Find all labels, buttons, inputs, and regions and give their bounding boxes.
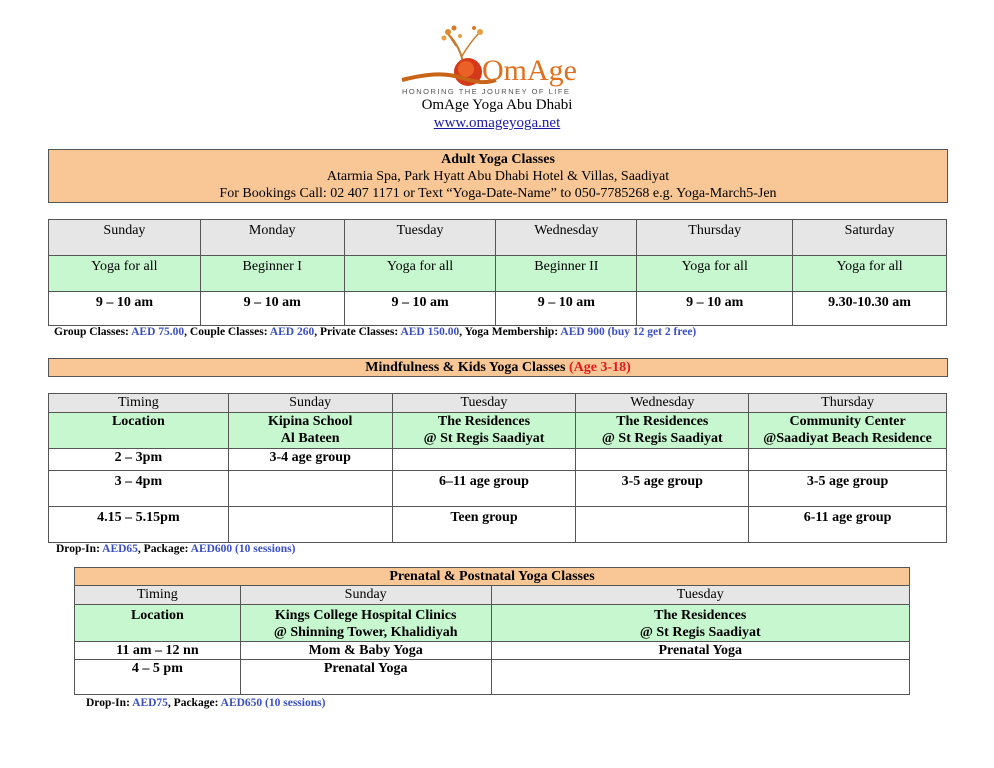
pricing-label: Couple Classes (189, 326, 264, 338)
prenatal-title: Prenatal & Postnatal Yoga Classes (75, 568, 910, 586)
pricing-value: AED 260 (269, 326, 315, 338)
website-link[interactable]: www.omageyoga.net (433, 115, 561, 131)
adult-venue: Atarmia Spa, Park Hyatt Abu Dhabi Hotel & Villas, Saadiyat (326, 169, 670, 184)
class-cell: Yoga for all (637, 256, 793, 292)
location-detail: @ St Regis Saadiyat (423, 431, 545, 446)
session-cell (228, 507, 392, 543)
time-cell: 9 – 10 am (496, 292, 637, 326)
pricing-label: Private Classes (319, 326, 395, 338)
header-cell: Wednesday (576, 394, 749, 413)
time-cell: 9.30-10.30 am (793, 292, 947, 326)
adult-header-box (48, 149, 948, 203)
location-name: The Residences (437, 414, 531, 429)
pricing-value: AED600 (10 sessions) (190, 543, 296, 555)
location-detail: @ St Regis Saadiyat (601, 431, 723, 446)
pricing-label: Yoga Membership (464, 326, 555, 338)
header-cell: Sunday (228, 394, 392, 413)
pricing-label: Drop-In (86, 697, 127, 709)
location-name: Kings College Hospital Clinics (274, 608, 457, 623)
pricing-value: AED65 (102, 543, 138, 555)
table-row (49, 507, 947, 543)
table-row (75, 642, 910, 660)
session-cell (491, 660, 909, 695)
timing-cell: 4 – 5 pm (75, 660, 241, 695)
pricing-value: AED75 (132, 697, 168, 709)
location-detail: Al Bateen (280, 431, 340, 446)
adult-schedule-table (48, 219, 947, 326)
time-cell: 9 – 10 am (49, 292, 201, 326)
session-cell: 3-5 age group (749, 471, 947, 507)
prenatal-schedule-table (74, 567, 910, 695)
session-cell (228, 471, 392, 507)
timing-cell: 2 – 3pm (49, 449, 229, 471)
session-cell (749, 449, 947, 471)
header-cell: Thursday (749, 394, 947, 413)
kids-pricing-note: Drop-In: AED65, Package: AED600 (10 sessions) (56, 543, 296, 555)
omage-logo-icon (396, 22, 592, 98)
location-name: Kipina School (267, 414, 353, 429)
prenatal-header-row (75, 586, 910, 605)
timing-cell: 4.15 – 5.15pm (49, 507, 229, 543)
time-cell: 9 – 10 am (200, 292, 344, 326)
adult-days-row (49, 220, 947, 256)
kids-header-row (49, 394, 947, 413)
session-cell: Prenatal Yoga (240, 660, 491, 695)
session-cell: Prenatal Yoga (491, 642, 909, 660)
logo-tagline: HONORING THE JOURNEY OF LIFE (402, 87, 571, 96)
header-cell: Sunday (240, 586, 491, 605)
kids-title: Mindfulness & Kids Yoga Classes (365, 360, 566, 375)
session-cell (576, 449, 749, 471)
day-cell: Thursday (637, 220, 793, 256)
table-row (49, 449, 947, 471)
adult-title: Adult Yoga Classes (441, 152, 555, 167)
class-cell: Yoga for all (793, 256, 947, 292)
header-cell: Tuesday (392, 394, 576, 413)
session-cell: Mom & Baby Yoga (240, 642, 491, 660)
session-cell: Teen group (392, 507, 576, 543)
day-cell: Tuesday (344, 220, 496, 256)
session-cell: 3-5 age group (576, 471, 749, 507)
timing-cell: 3 – 4pm (49, 471, 229, 507)
location-detail: @ Shinning Tower, Khalidiyah (273, 625, 458, 640)
adult-booking: For Bookings Call: 02 407 1171 or Text “Yoga-Date-Name” to 050-7785268 e.g. Yoga-March5-Jen (219, 186, 777, 201)
location-cell (228, 413, 392, 449)
pricing-value: AED650 (10 sessions) (220, 697, 326, 709)
day-cell: Monday (200, 220, 344, 256)
session-cell: 6–11 age group (392, 471, 576, 507)
logo (396, 22, 592, 98)
location-name: The Residences (616, 414, 709, 429)
time-cell: 9 – 10 am (637, 292, 793, 326)
header-cell: Tuesday (491, 586, 909, 605)
kids-location-row (49, 413, 947, 449)
location-detail: @Saadiyat Beach Residence (763, 431, 932, 446)
location-label: Location (49, 413, 229, 449)
pricing-label: Package (173, 697, 215, 709)
logo-wordmark: OmAge (482, 54, 577, 87)
class-cell: Beginner I (200, 256, 344, 292)
adult-classes-row (49, 256, 947, 292)
day-cell: Wednesday (496, 220, 637, 256)
website-link-wrap (0, 115, 994, 132)
kids-age: (Age 3-18) (568, 360, 631, 375)
header-cell: Timing (49, 394, 229, 413)
location-name: The Residences (654, 608, 747, 623)
adult-pricing-note: Group Classes: AED 75.00, Couple Classes: AED 260, Private Classes: AED 150.00, Yoga Membership: AED 900 (buy 12 get 2 free) (54, 326, 697, 338)
prenatal-pricing-note: Drop-In: AED75, Package: AED650 (10 sessions) (86, 697, 326, 709)
table-row (75, 660, 910, 695)
day-cell: Sunday (49, 220, 201, 256)
time-cell: 9 – 10 am (344, 292, 496, 326)
pricing-value: AED 900 (buy 12 get 2 free) (560, 326, 697, 338)
pricing-label: Package (143, 543, 185, 555)
header-cell: Timing (75, 586, 241, 605)
adult-times-row (49, 292, 947, 326)
session-cell: 6-11 age group (749, 507, 947, 543)
session-cell: 3-4 age group (228, 449, 392, 471)
prenatal-title-row (75, 568, 910, 586)
session-cell (576, 507, 749, 543)
kids-header-box (48, 358, 948, 377)
class-cell: Yoga for all (49, 256, 201, 292)
prenatal-location-row (75, 605, 910, 642)
kids-schedule-table (48, 393, 947, 543)
table-row (49, 471, 947, 507)
location-cell (392, 413, 576, 449)
day-cell: Saturday (793, 220, 947, 256)
class-cell: Yoga for all (344, 256, 496, 292)
location-cell (576, 413, 749, 449)
timing-cell: 11 am – 12 nn (75, 642, 241, 660)
pricing-value: AED 150.00 (400, 326, 460, 338)
location-cell (749, 413, 947, 449)
class-cell: Beginner II (496, 256, 637, 292)
pricing-value: AED 75.00 (131, 326, 185, 338)
location-detail: @ St Regis Saadiyat (639, 625, 761, 640)
pricing-label: Group Classes (54, 326, 126, 338)
org-name: OmAge Yoga Abu Dhabi (421, 97, 573, 113)
session-cell (392, 449, 576, 471)
location-cell (240, 605, 491, 642)
location-name: Community Center (789, 414, 906, 429)
pricing-label: Drop-In (56, 543, 97, 555)
location-cell (491, 605, 909, 642)
location-label: Location (75, 605, 241, 642)
